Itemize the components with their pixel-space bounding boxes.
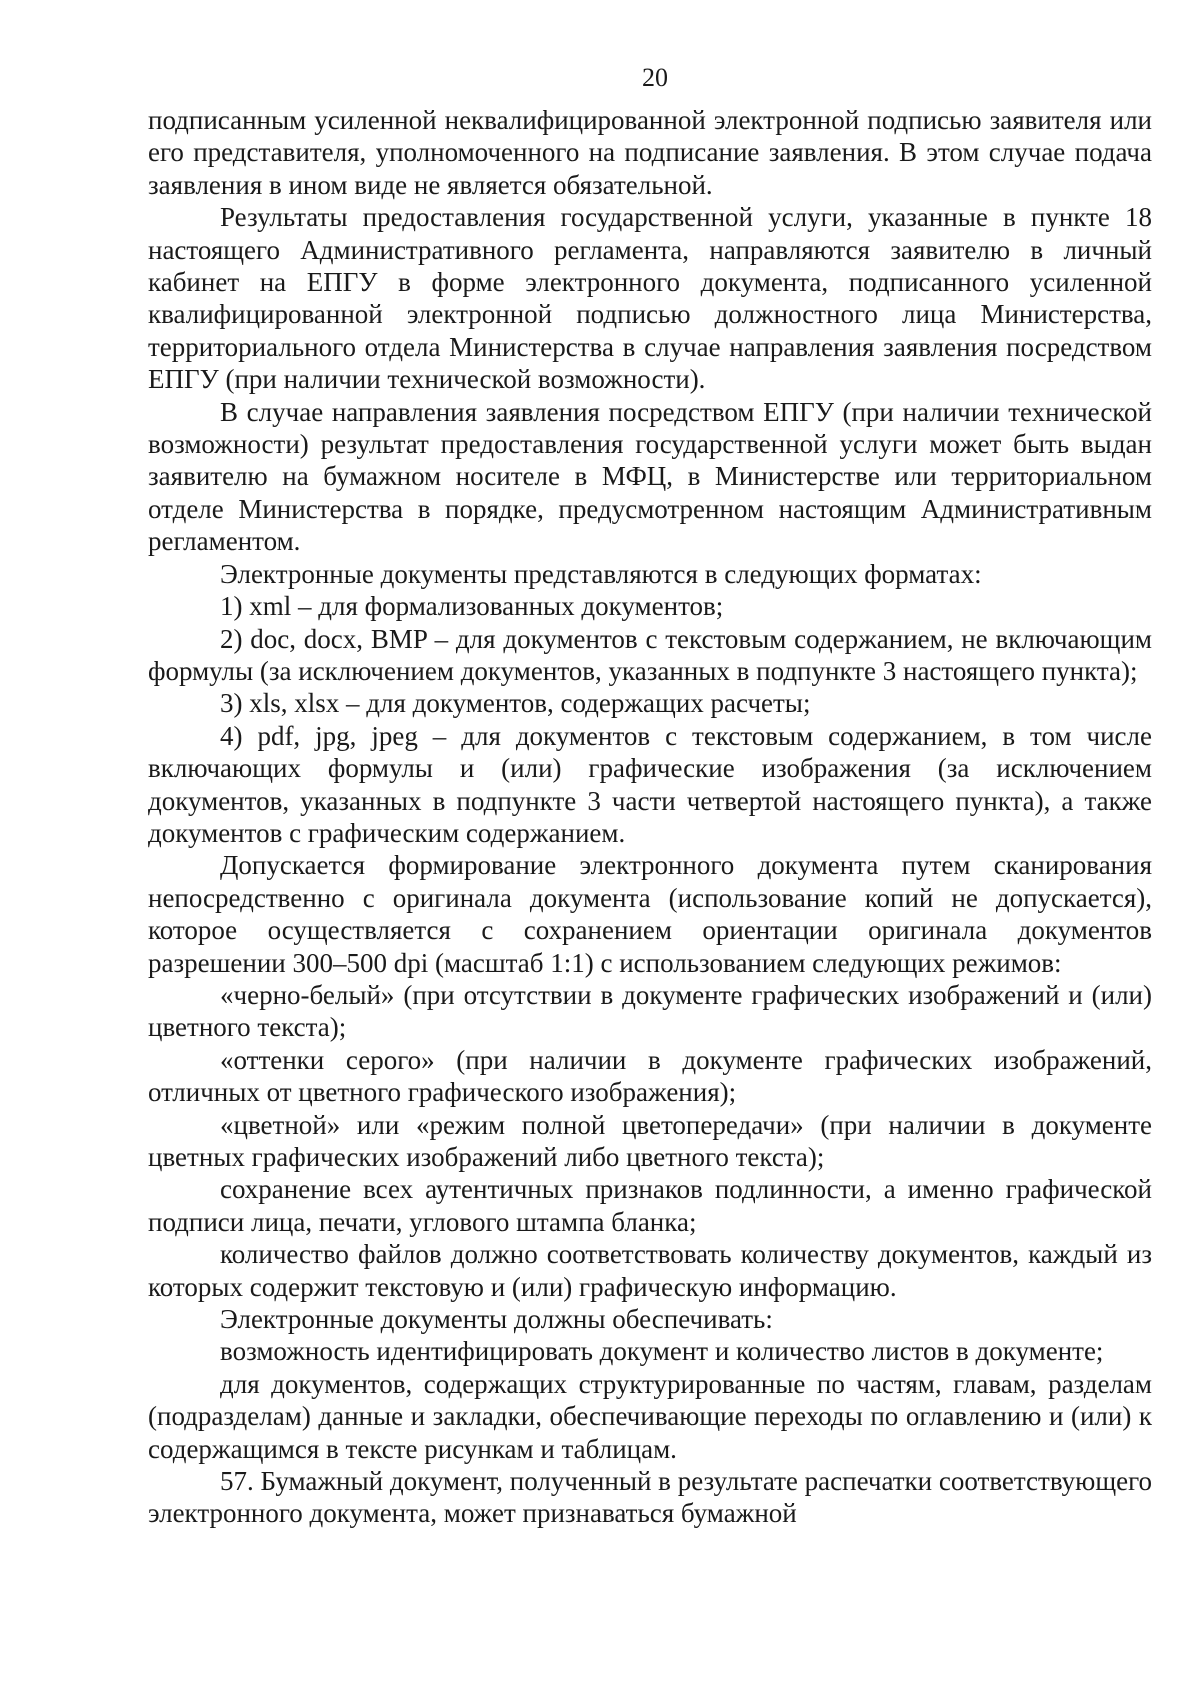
page-number: 20 <box>642 63 668 92</box>
paragraph: 1) xml – для формализованных документов; <box>220 591 724 622</box>
paragraph: Результаты предоставления государственной услуги, указанные в пункте 18 настоящего Административного регламента, направляются заявителю в личный кабинет на ЕПГУ в форме электронного документа, подписанного усиленной квалифицированной электронной подписью должностного лица Министерства, территориального отдела Министерства в случае направления заявления посредством ЕПГУ (при наличии технической возможности). <box>148 202 1152 395</box>
paragraph: возможность идентифицировать документ и количество листов в документе; <box>220 1336 1104 1367</box>
paragraph: Электронные документы должны обеспечивать: <box>220 1304 773 1335</box>
paragraph: «цветной» или «режим полной цветопередачи» (при наличии в документе цветных графических изображений либо цветного текста); <box>148 1109 1152 1172</box>
paragraph: Электронные документы представляются в следующих форматах: <box>220 558 982 589</box>
paragraph: 4) pdf, jpg, jpeg – для документов с текстовым содержанием, в том числе включающих формулы и (или) графические изображения (за исключением документов, указанных в подпункте 3 части четвертой настоящего пункта), а также документов с графическим содержанием. <box>148 720 1152 848</box>
paragraph: подписанным усиленной неквалифицированной электронной подписью заявителя или его представителя, уполномоченного на подписание заявления. В этом случае подача заявления в ином виде не является обязательной. <box>148 105 1152 200</box>
paragraph: количество файлов должно соответствовать количеству документов, каждый из которых содержит текстовую и (или) графическую информацию. <box>148 1239 1152 1302</box>
paragraph: для документов, содержащих структурированные по частям, главам, разделам (подразделам) данные и закладки, обеспечивающие переходы по оглавлению и (или) к содержащимся в тексте рисункам и таблицам. <box>148 1368 1152 1464</box>
document-body <box>148 104 1152 1530</box>
paragraph: «черно-белый» (при отсутствии в документе графических изображений и (или) цветного текста); <box>148 979 1152 1043</box>
paragraph: Допускается формирование электронного документа путем сканирования непосредственно с оригинала документа (использование копий не допускается), которое осуществляется с сохранением ориентации оригинала документов разрешении 300–500 dpi (масштаб 1:1) с использованием следующих режимов: <box>148 850 1152 978</box>
paragraph: «оттенки серого» (при наличии в документе графических изображений, отличных от цветного графического изображения); <box>148 1044 1152 1108</box>
paragraph: 57. Бумажный документ, полученный в результате распечатки соответствующего электронного документа, может признаваться бумажной <box>148 1466 1152 1529</box>
paragraph: В случае направления заявления посредством ЕПГУ (при наличии технической возможности) результат предоставления государственной услуги может быть выдан заявителю на бумажном носителе в МФЦ, в Министерстве или территориальном отделе Министерства в порядке, предусмотренном настоящим Административным регламентом. <box>148 396 1152 557</box>
paragraph: сохранение всех аутентичных признаков подлинности, а именно графической подписи лица, печати, углового штампа бланка; <box>148 1174 1152 1237</box>
paragraph: 3) xls, xlsx – для документов, содержащих расчеты; <box>220 688 811 719</box>
paragraph: 2) doc, docx, BMP – для документов с текстовым содержанием, не включающим формулы (за исключением документов, указанных в подпункте 3 настоящего пункта); <box>148 623 1152 686</box>
